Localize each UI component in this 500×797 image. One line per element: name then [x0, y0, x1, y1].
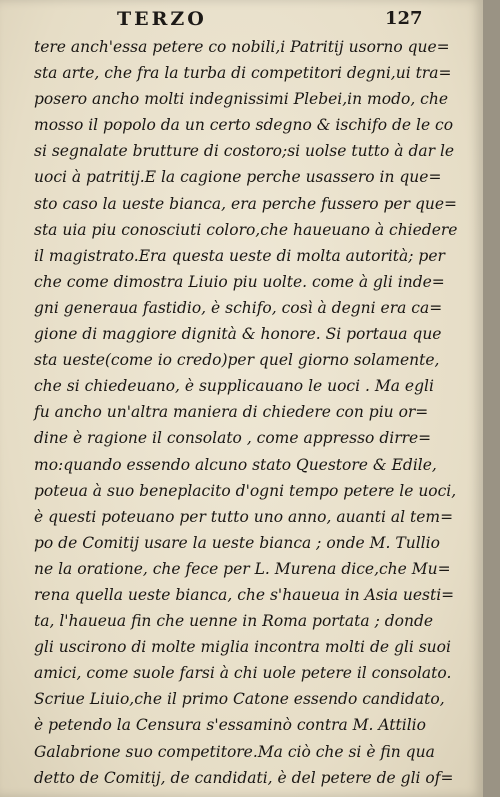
- adjacent-page-edge: [483, 0, 500, 797]
- text-line: si segnalate brutture di costoro;si uolse tutto à dar le: [34, 142, 455, 161]
- text-line: ne la oratione, che fece per L. Murena dice,che Mu=: [34, 559, 451, 578]
- text-line: sta uia piu conosciuti coloro,che haueuano à chiedere: [34, 220, 458, 239]
- text-line: che si chiedeuano, è supplicauano le uoci . Ma egli: [34, 377, 434, 396]
- text-line: è questi poteuano per tutto uno anno, auanti al tem=: [34, 507, 454, 526]
- text-line: tere anch'essa petere co nobili,i Patritij usorno que=: [34, 38, 450, 56]
- text-line: poteua à suo beneplacito d'ogni tempo petere le uoci,: [34, 481, 457, 500]
- text-line: il magistrato.Era questa ueste di molta autorità; per: [34, 246, 445, 265]
- page-header: [95, 8, 425, 34]
- text-line: gione di maggiore dignità & honore. Si portaua que: [34, 325, 442, 344]
- text-line: po de Comitij usare la ueste bianca ; onde M. Tullio: [34, 533, 440, 552]
- text-line: gli uscirono di molte miglia incontra molti de gli suoi: [34, 638, 451, 657]
- text-line: sta arte, che fra la turba di competitori degni,ui tra=: [34, 64, 452, 83]
- text-line: che come dimostra Liuio piu uolte. come à gli inde=: [34, 272, 445, 291]
- text-line: detto de Comitij, de candidati, è del petere de gli of=: [34, 768, 454, 787]
- text-line: sto caso la ueste bianca, era perche fussero per que=: [34, 194, 458, 213]
- text-line: mosso il popolo da un certo sdegno & ischifo de le co: [34, 116, 454, 135]
- body-text: [34, 34, 458, 791]
- text-line: gni generaua fastidio, è schifo, così à degni era ca=: [34, 298, 443, 317]
- text-line: dine è ragione il consolato , come appresso dirre=: [34, 429, 432, 448]
- text-line: fu ancho un'altra maniera di chiedere con piu or=: [34, 403, 429, 422]
- text-line: mo:quando essendo alcuno stato Questore & Edile,: [34, 455, 437, 474]
- text-line: amici, come suole farsi à chi uole petere il consolato.: [34, 664, 452, 683]
- text-line: Galabrione suo competitore.Ma ciò che si è fin qua: [34, 742, 435, 761]
- running-head: TERZO: [117, 8, 207, 30]
- text-line: sta ueste(come io credo)per quel giorno solamente,: [34, 351, 440, 370]
- text-line: è petendo la Censura s'essaminò contra M. Attilio: [34, 716, 426, 735]
- text-line: posero ancho molti indegnissimi Plebei,in modo, che: [34, 90, 449, 109]
- text-line: Scriue Liuio,che il primo Catone essendo candidato,: [34, 690, 445, 709]
- page-number: 127: [385, 8, 423, 29]
- text-line: uoci à patritij.E la cagione perche usassero in que=: [34, 168, 442, 187]
- text-line: ta, l'haueua fin che uenne in Roma portata ; donde: [34, 612, 434, 631]
- text-line: rena quella ueste bianca, che s'haueua in Asia uesti=: [34, 585, 455, 604]
